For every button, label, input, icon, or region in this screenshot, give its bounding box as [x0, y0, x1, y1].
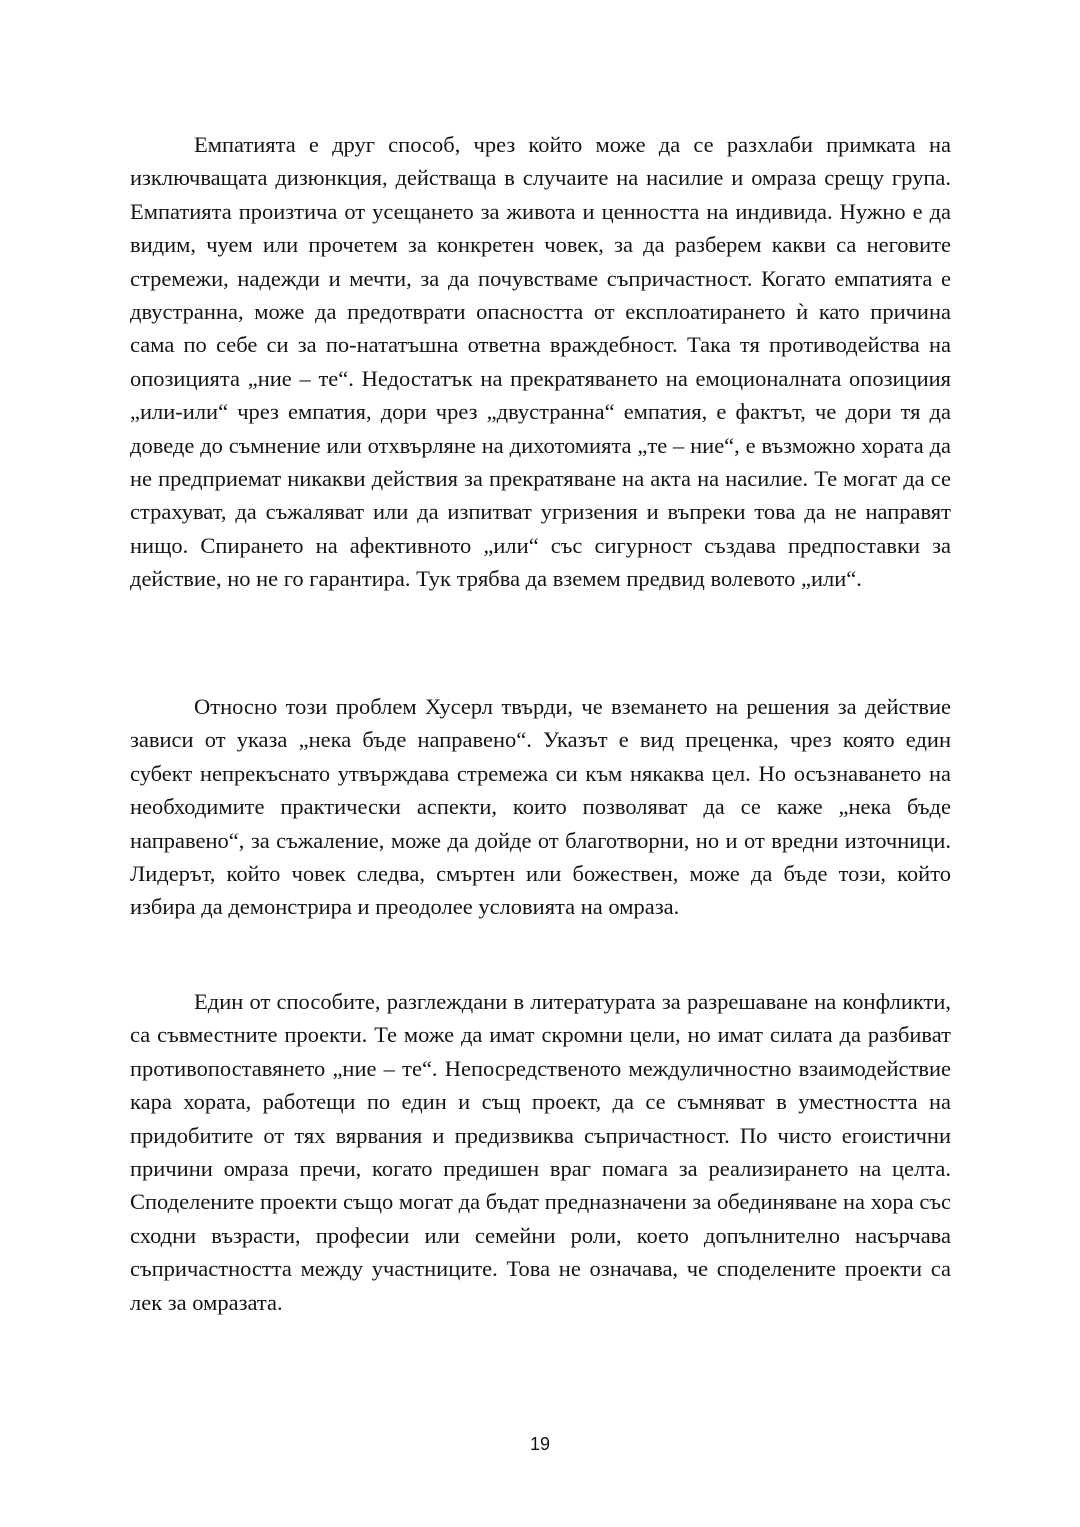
paragraph-empathy [130, 128, 951, 596]
paragraph-husserl [130, 690, 951, 924]
page-number: 19 [529, 1434, 551, 1454]
paragraph-text: Относно този проблем Хусерл твърди, че вземането на решения за действие зависи от указа „нека бъде направено“. Указът е вид преценка, чрез която един субект непрекъснато утвърждава стремежа си към някаква цел. Но осъзнаването на необходимите практически аспекти, които позволяват да се каже „нека бъде направено“, за съжаление, може да дойде от благотворни, но и от вредни източници. Лидерът, който човек следва, смъртен или божествен, може да бъде този, който избира да демонстрира и преодолее условията на омраза. [130, 694, 951, 920]
paragraph-text: Един от способите, разглеждани в литературата за разрешаване на конфликти, са съвместните проекти. Те може да имат скромни цели, но имат силата да разбиват противопоставянето „ние – те“. Непосредственото междуличностно взаимодействие кара хората, работещи по един и същ проект, да се съмняват в уместността на придобитите от тях вярвания и предизвиква съпричастност. По чисто егоистични причини омраза пречи, когато предишен враг помага за реализирането на целта. Споделените проекти също могат да бъдат предназначени за обединяване на хора със сходни възрасти, професии или семейни роли, което допълнително насърчава съпричастността между участниците. Това не означава, че споделените проекти са лек за омразата. [130, 989, 951, 1315]
paragraph-text: Емпатията е друг способ, чрез който може да се разхлаби примката на изключващата дизюнкция, действаща в случаите на насилие и омраза срещу група. Емпатията произтича от усещането за живота и ценността на индивида. Нужно е да видим, чуем или прочетем за конкретен човек, за да разберем какви са неговите стремежи, надежди и мечти, за да почувстваме съпричастност. Когато емпатията е двустранна, може да предотврати опасността от експлоатирането ѝ като причина сама по себе си за по-нататъшна ответна враждебност. Така тя противодейства на опозицията „ние – те“. Недостатък на прекратяването на емоционалната опозициия „или-или“ чрез емпатия, дори чрез „двустранна“ емпатия, е фактът, че дори тя да доведе до съмнение или отхвърляне на дихотомията „те – ние“, е възможно хората да не предприемат никакви действия за прекратяване на акта на насилие. Те могат да се страхуват, да съжаляват или да изпитват угризения и въпреки това да не направят нищо. Спирането на афективното „или“ със сигурност създава предпоставки за действие, но не го гарантира. Тук трябва да вземем предвид волевото „или“. [130, 132, 951, 592]
paragraph-joint-projects [130, 985, 951, 1319]
